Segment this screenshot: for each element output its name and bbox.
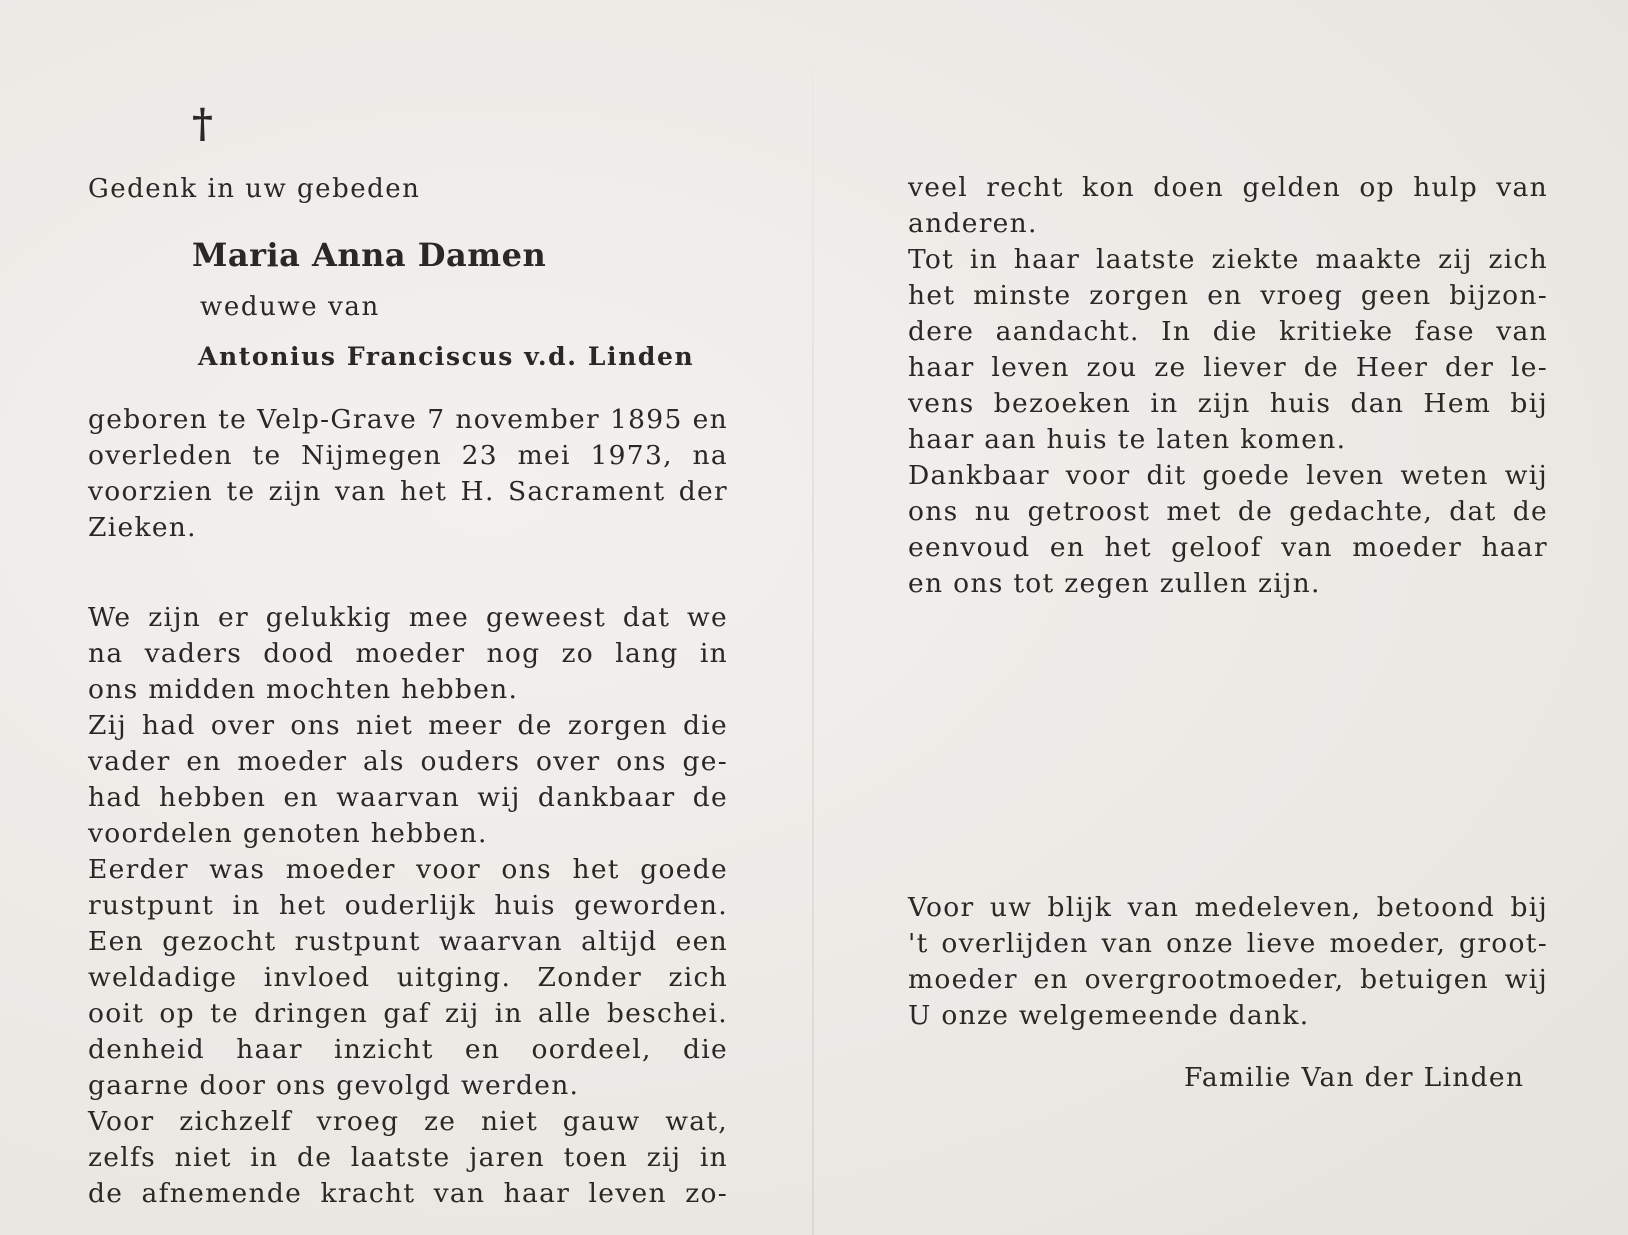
thanks-paragraph: [908, 890, 1548, 1034]
text-line: anderen.: [908, 208, 1038, 239]
text-line: geboren te Velp-Grave 7 november 1895 en: [88, 404, 728, 435]
text-line: zelfs niet in de laatste jaren toen zij in: [88, 1142, 728, 1173]
text-line: voordelen genoten hebben.: [88, 818, 488, 849]
text-line: denheid haar inzicht en oordeel, die: [88, 1034, 728, 1065]
tribute-paragraph-left: [88, 600, 728, 1212]
text-line: Tot in haar laatste ziekte maakte zij zich: [908, 244, 1548, 275]
text-line: vens bezoeken in zijn huis dan Hem bij: [908, 388, 1548, 419]
text-line: vader en moeder als ouders over ons ge-: [88, 746, 728, 777]
text-line: U onze welgemeende dank.: [908, 1000, 1310, 1031]
text-line: ooit op te dringen gaf zij in alle beschei.: [88, 998, 728, 1029]
text-line: Voor zichzelf vroeg ze niet gauw wat,: [88, 1106, 728, 1137]
text-line: 't overlijden van onze lieve moeder, groot-: [908, 928, 1548, 959]
widow-of-line: weduwe van: [200, 292, 380, 322]
text-line: had hebben en waarvan wij dankbaar de: [88, 782, 728, 813]
text-line: en ons tot zegen zullen zijn.: [908, 568, 1321, 599]
text-line: haar leven zou ze liever de Heer der le-: [908, 352, 1548, 383]
text-line: veel recht kon doen gelden op hulp van: [908, 172, 1548, 203]
cross-icon: †: [192, 100, 213, 147]
text-line: haar aan huis te laten komen.: [908, 424, 1347, 455]
text-line: rustpunt in het ouderlijk huis geworden.: [88, 890, 728, 921]
card-fold: [812, 0, 814, 1235]
family-signature: Familie Van der Linden: [1184, 1062, 1525, 1093]
text-line: overleden te Nijmegen 23 mei 1973, na: [88, 440, 728, 471]
text-line: Voor uw blijk van medeleven, betoond bij: [908, 892, 1548, 923]
text-line: ons nu getroost met de gedachte, dat de: [908, 496, 1548, 527]
text-line: eenvoud en het geloof van moeder haar: [908, 532, 1548, 563]
text-line: moeder en overgrootmoeder, betuigen wij: [908, 964, 1548, 995]
deceased-name: Maria Anna Damen: [192, 236, 547, 274]
text-line: weldadige invloed uitging. Zonder zich: [88, 962, 728, 993]
text-line: het minste zorgen en vroeg geen bijzon-: [908, 280, 1548, 311]
text-line: Zij had over ons niet meer de zorgen die: [88, 710, 728, 741]
birth-death-paragraph: [88, 402, 728, 546]
text-line: voorzien te zijn van het H. Sacrament der: [88, 476, 728, 507]
text-line: dere aandacht. In die kritieke fase van: [908, 316, 1548, 347]
text-line: Een gezocht rustpunt waarvan altijd een: [88, 926, 728, 957]
text-line: na vaders dood moeder nog zo lang in: [88, 638, 728, 669]
husband-name: Antonius Franciscus v.d. Linden: [198, 342, 695, 371]
text-line: We zijn er gelukkig mee geweest dat we: [88, 602, 728, 633]
text-line: gaarne door ons gevolgd werden.: [88, 1070, 580, 1101]
text-line: ons midden mochten hebben.: [88, 674, 519, 705]
text-line: de afnemende kracht van haar leven zo-: [88, 1178, 728, 1209]
tribute-paragraph-right: [908, 170, 1548, 602]
text-line: Eerder was moeder voor ons het goede: [88, 854, 728, 885]
text-line: Dankbaar voor dit goede leven weten wij: [908, 460, 1548, 491]
remembrance-line: Gedenk in uw gebeden: [88, 174, 421, 204]
text-line: Zieken.: [88, 512, 197, 543]
